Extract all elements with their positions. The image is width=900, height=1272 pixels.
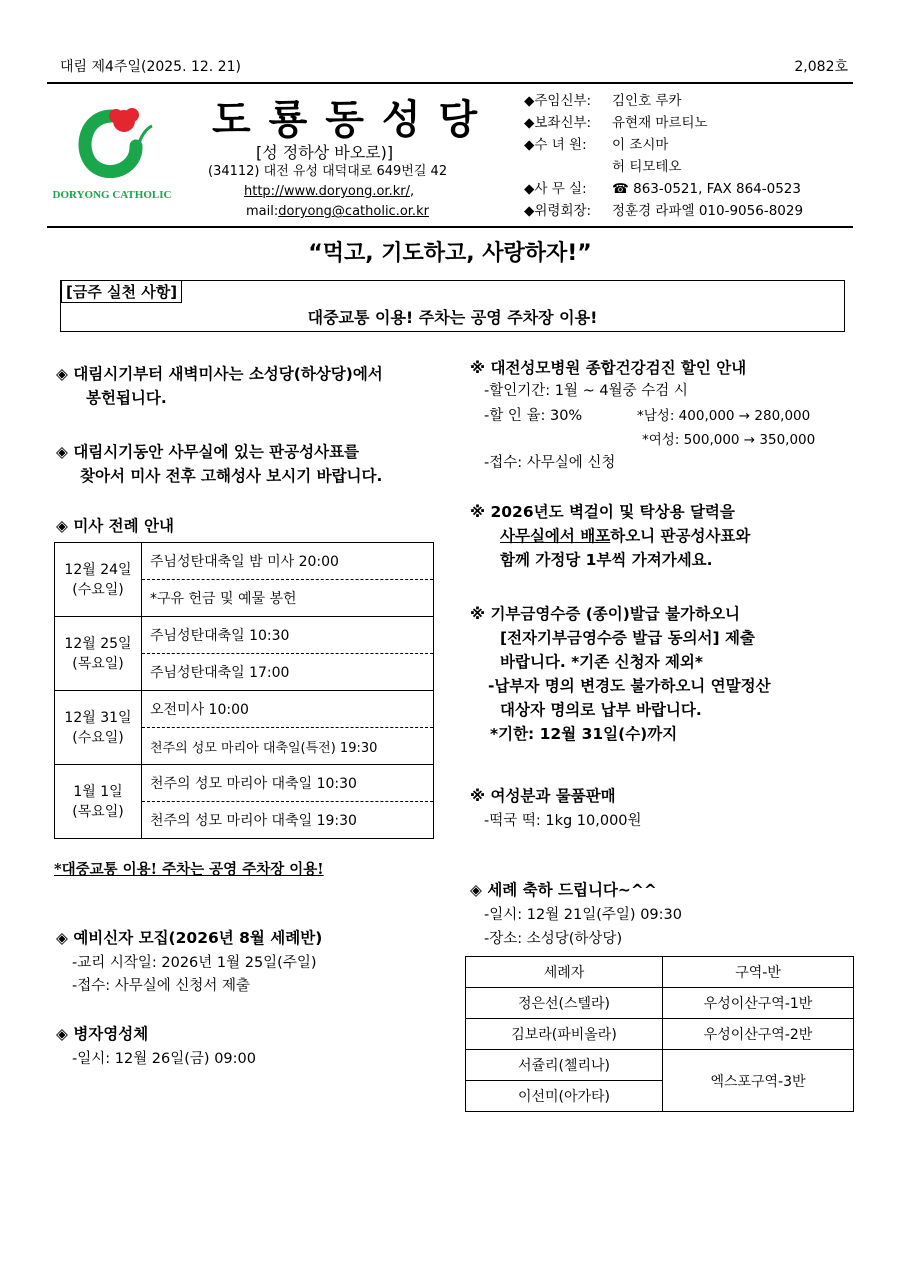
mail-link[interactable]: doryong@catholic.or.kr bbox=[278, 204, 429, 219]
baptized-name: 서쥴리(첼리나) bbox=[466, 1050, 663, 1081]
baptism-table bbox=[465, 956, 854, 1112]
notice-line: 하오니 판공성사표와 bbox=[610, 527, 751, 545]
transit-note: *대중교통 이용! 주차는 공영 주차장 이용! bbox=[54, 861, 324, 878]
mass-item: *구유 헌금 및 예물 봉헌 bbox=[142, 580, 434, 617]
staff-label: ◆수 녀 원: bbox=[524, 137, 587, 153]
practice-box bbox=[60, 280, 845, 332]
notice-line: [전자기부금영수증 발급 동의서] 제출 bbox=[500, 629, 755, 647]
notice-line: 바랍니다. *기존 신청자 제외* bbox=[500, 653, 703, 671]
mass-date-cell: 12월 31일 (수요일) bbox=[55, 691, 142, 765]
table-row bbox=[55, 691, 434, 728]
staff-value: 이 조시마 bbox=[612, 137, 669, 153]
catechumen-line: -접수: 사무실에 신청서 제출 bbox=[72, 978, 251, 994]
hospital-line: -접수: 사무실에 신청 bbox=[484, 455, 616, 471]
table-row bbox=[55, 543, 434, 580]
notice-line: ※ 2026년도 벽걸이 및 탁상용 달력을 bbox=[470, 503, 735, 521]
staff-list bbox=[524, 90, 803, 222]
staff-row bbox=[524, 178, 803, 200]
staff-value: 김인호 루카 bbox=[612, 93, 682, 109]
calendar-notice bbox=[470, 500, 750, 572]
zone: 엑스포구역-3반 bbox=[663, 1050, 854, 1112]
table-header: 세례자 bbox=[466, 957, 663, 988]
staff-value: ☎ 863-0521, FAX 864-0523 bbox=[612, 181, 801, 197]
hospital-title: ※ 대전성모병원 종합건강검진 할인 안내 bbox=[470, 359, 747, 377]
table-row bbox=[466, 1050, 854, 1081]
mail-label: mail: bbox=[246, 204, 279, 219]
table-header: 구역-반 bbox=[663, 957, 854, 988]
catechumen-title: ◈ 예비신자 모집(2026년 8월 세례반) bbox=[56, 929, 323, 947]
mass-date-cell: 12월 25일 (목요일) bbox=[55, 617, 142, 691]
table-row bbox=[466, 1019, 854, 1050]
hospital-line: *여성: 500,000 → 350,000 bbox=[642, 432, 816, 448]
notice-line: ◈ 대림시기부터 새벽미사는 소성당(하상당)에서 bbox=[56, 365, 383, 383]
staff-label: ◆보좌신부: bbox=[524, 115, 592, 131]
practice-tag: [금주 실천 사항] bbox=[61, 280, 182, 303]
zone: 우성이산구역-1반 bbox=[663, 988, 854, 1019]
notice-line: ※ 기부금영수증 (종이)발급 불가하오니 bbox=[470, 605, 741, 623]
table-row bbox=[466, 988, 854, 1019]
mass-item: 천주의 성모 마리아 대축일(특전) 19:30 bbox=[142, 728, 434, 765]
website-line bbox=[244, 182, 414, 202]
baptized-name: 정은선(스텔라) bbox=[466, 988, 663, 1019]
website-suffix: , bbox=[409, 184, 415, 199]
notice-line: 봉헌됩니다. bbox=[86, 389, 167, 407]
table-row bbox=[55, 765, 434, 802]
mass-date-cell: 1월 1일 (목요일) bbox=[55, 765, 142, 839]
staff-label: ◆위령회장: bbox=[524, 203, 592, 219]
hospital-line: *남성: 400,000 → 280,000 bbox=[637, 408, 811, 424]
parish-title: 도룡동성당 bbox=[212, 97, 496, 143]
women-sale-title: ※ 여성분과 물품판매 bbox=[470, 787, 616, 805]
patron-saint: [성 정하상 바오로)] bbox=[256, 143, 394, 162]
baptism-title: ◈ 세례 축하 드립니다~^^ bbox=[470, 881, 657, 899]
hospital-line: -할인기간: 1월 ~ 4월중 수검 시 bbox=[484, 383, 688, 399]
logo-text: DORYONG CATHOLIC bbox=[52, 189, 172, 201]
staff-value: 정훈경 라파엘 010-9056-8029 bbox=[612, 203, 804, 219]
staff-row bbox=[524, 112, 803, 134]
top-divider bbox=[47, 82, 853, 84]
website-link[interactable]: http://www.doryong.or.kr/ bbox=[244, 184, 410, 199]
staff-row bbox=[524, 90, 803, 112]
notice-line: 함께 가정당 1부씩 가져가세요. bbox=[500, 551, 713, 569]
mass-item: 주님성탄대축일 17:00 bbox=[142, 654, 434, 691]
issue-date: 대림 제4주일(2025. 12. 21) bbox=[60, 59, 241, 75]
notice-confession bbox=[56, 440, 382, 488]
calendar-underlined: 사무실에서 배포 bbox=[500, 527, 611, 545]
zone: 우성이산구역-2반 bbox=[663, 1019, 854, 1050]
staff-row bbox=[524, 156, 803, 178]
baptized-name: 이선미(아가타) bbox=[466, 1081, 663, 1112]
motto: “먹고, 기도하고, 사랑하자!” bbox=[308, 241, 592, 266]
mail-line bbox=[246, 202, 429, 222]
staff-row bbox=[524, 200, 803, 222]
staff-label: ◆사 무 실: bbox=[524, 181, 587, 197]
notice-line: *기한: 12월 31일(수)까지 bbox=[490, 725, 678, 743]
notice-line: ◈ 대림시기동안 사무실에 있는 판공성사표를 bbox=[56, 443, 360, 461]
catechumen-line: -교리 시작일: 2026년 1월 25일(주일) bbox=[72, 955, 317, 971]
hospital-line: -할 인 율: 30% bbox=[484, 408, 583, 424]
mass-schedule-table bbox=[54, 542, 434, 839]
issue-number: 2,082호 bbox=[794, 59, 848, 75]
doryong-catholic-logo bbox=[52, 96, 172, 206]
staff-label: ◆주임신부: bbox=[524, 93, 592, 109]
mass-item: 주님성탄대축일 10:30 bbox=[142, 617, 434, 654]
baptism-line: -일시: 12월 21일(주일) 09:30 bbox=[484, 907, 682, 923]
header-divider bbox=[47, 226, 853, 228]
staff-value: 허 티모테오 bbox=[612, 159, 682, 175]
sick-communion-title: ◈ 병자영성체 bbox=[56, 1025, 149, 1043]
donation-notice bbox=[470, 602, 771, 746]
women-sale-line: -떡국 떡: 1kg 10,000원 bbox=[484, 813, 642, 829]
sick-communion-line: -일시: 12월 26일(금) 09:00 bbox=[72, 1051, 256, 1067]
notice-line: -납부자 명의 변경도 불가하오니 연말정산 bbox=[488, 677, 771, 695]
mass-item: 천주의 성모 마리아 대축일 10:30 bbox=[142, 765, 434, 802]
mass-section-title: ◈ 미사 전례 안내 bbox=[56, 517, 174, 535]
notice-line: 대상자 명의로 납부 바랍니다. bbox=[500, 701, 702, 719]
baptized-name: 김보라(파비올라) bbox=[466, 1019, 663, 1050]
notice-line: 찾아서 미사 전후 고해성사 보시기 바랍니다. bbox=[80, 467, 383, 485]
staff-row bbox=[524, 134, 803, 156]
table-row bbox=[466, 957, 854, 988]
practice-text: 대중교통 이용! 주차는 공영 주차장 이용! bbox=[307, 308, 598, 327]
notice-dawn-mass bbox=[56, 362, 383, 410]
table-row bbox=[55, 617, 434, 654]
address: (34112) 대전 유성 대덕대로 649번길 42 bbox=[208, 164, 448, 179]
mass-item: 천주의 성모 마리아 대축일 19:30 bbox=[142, 802, 434, 839]
baptism-line: -장소: 소성당(하상당) bbox=[484, 931, 623, 947]
mass-date-cell: 12월 24일 (수요일) bbox=[55, 543, 142, 617]
mass-item: 주님성탄대축일 밤 미사 20:00 bbox=[142, 543, 434, 580]
staff-value: 유현재 마르티노 bbox=[612, 115, 708, 131]
mass-item: 오전미사 10:00 bbox=[142, 691, 434, 728]
